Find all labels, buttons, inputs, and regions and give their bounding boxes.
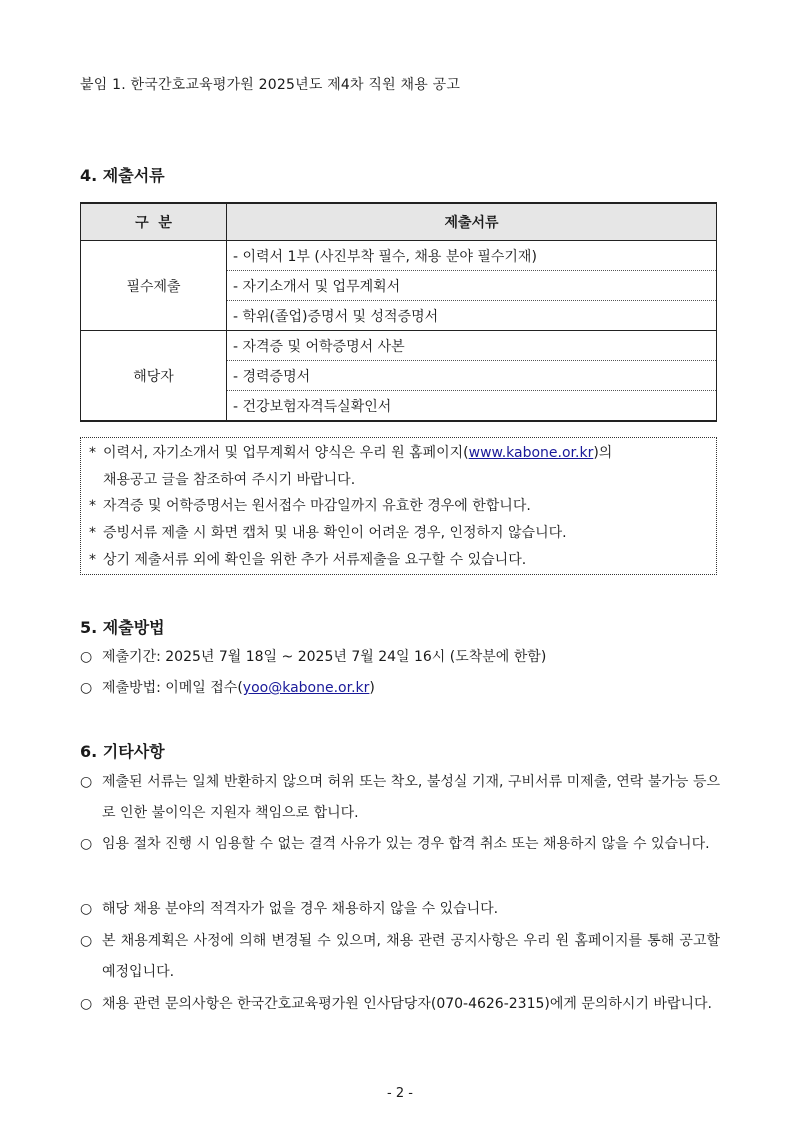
note-1: * 이력서, 자기소개서 및 업무계획서 양식은 우리 원 홈페이지(www.kabone.or.kr)의 채용공고 글을 참조하여 주시기 바랍니다. bbox=[89, 440, 708, 494]
submission-period: ○ 제출기간: 2025년 7월 18일 ~ 2025년 7월 24일 16시 (도착분에 한함) bbox=[80, 646, 546, 668]
section-5-title: 5. 제출방법 bbox=[80, 618, 165, 637]
circle-bullet-icon: ○ bbox=[80, 996, 93, 1012]
note-1-line-2: 채용공고 글을 참조하여 주시기 바랍니다. bbox=[103, 472, 356, 488]
doc-item: - 건강보험자격득실확인서 bbox=[227, 391, 717, 422]
doc-item: - 자격증 및 어학증명서 사본 bbox=[227, 331, 717, 361]
list-item: ○ 해당 채용 분야의 적격자가 없을 경우 채용하지 않을 수 있습니다. bbox=[80, 894, 720, 925]
list-item: ○ 제출된 서류는 일체 반환하지 않으며 허위 또는 착오, 불성실 기재, 구비서류 미제출, 연락 불가능 등으로 인한 불이익은 지원자 책임으로 합니다. bbox=[80, 767, 720, 829]
circle-bullet-icon: ○ bbox=[80, 933, 93, 949]
section-4-title: 4. 제출서류 bbox=[80, 166, 165, 185]
circle-bullet-icon: ○ bbox=[80, 680, 93, 696]
table-row bbox=[81, 331, 717, 361]
note-2: * 자격증 및 어학증명서는 원서접수 마감일까지 유효한 경우에 한합니다. bbox=[89, 493, 708, 520]
category-required: 필수제출 bbox=[81, 241, 227, 331]
doc-item: - 경력증명서 bbox=[227, 361, 717, 391]
note-3: * 증빙서류 제출 시 화면 캡처 및 내용 확인이 어려운 경우, 인정하지 않습니다. bbox=[89, 520, 708, 547]
table-header-row bbox=[81, 203, 717, 241]
doc-item: - 학위(졸업)증명서 및 성적증명서 bbox=[227, 301, 717, 331]
list-item: ○ 본 채용계획은 사정에 의해 변경될 수 있으며, 채용 관련 공지사항은 우리 원 홈페이지를 통해 공고할 예정입니다. bbox=[80, 926, 720, 988]
notes-box bbox=[80, 437, 717, 575]
doc-item: - 이력서 1부 (사진부착 필수, 채용 분야 필수기재) bbox=[227, 241, 717, 271]
note-4: * 상기 제출서류 외에 확인을 위한 추가 서류제출을 요구할 수 있습니다. bbox=[89, 547, 708, 574]
section-6-title: 6. 기타사항 bbox=[80, 742, 165, 761]
col-header-documents: 제출서류 bbox=[227, 203, 717, 241]
circle-bullet-icon: ○ bbox=[80, 901, 93, 917]
category-applicable: 해당자 bbox=[81, 331, 227, 422]
page-number: - 2 - bbox=[387, 1086, 413, 1101]
list-item: ○ 임용 절차 진행 시 임용할 수 없는 결격 사유가 있는 경우 합격 취소 또는 채용하지 않을 수 있습니다. bbox=[80, 829, 720, 860]
asterisk: * bbox=[89, 552, 96, 568]
doc-item: - 자기소개서 및 업무계획서 bbox=[227, 271, 717, 301]
table-row bbox=[81, 241, 717, 271]
attachment-header: 붙임 1. 한국간호교육평가원 2025년도 제4차 직원 채용 공고 bbox=[80, 77, 461, 93]
circle-bullet-icon: ○ bbox=[80, 649, 93, 665]
asterisk: * bbox=[89, 498, 96, 514]
list-item: ○ 채용 관련 문의사항은 한국간호교육평가원 인사담당자(070-4626-2315)에게 문의하시기 바랍니다. bbox=[80, 989, 720, 1020]
homepage-link[interactable]: www.kabone.or.kr bbox=[468, 445, 594, 461]
circle-bullet-icon: ○ bbox=[80, 774, 93, 790]
documents-table bbox=[80, 202, 717, 422]
asterisk: * bbox=[89, 525, 96, 541]
col-header-category: 구 분 bbox=[81, 203, 227, 241]
submission-method: ○ 제출방법: 이메일 접수(yoo@kabone.or.kr) bbox=[80, 677, 375, 699]
email-link[interactable]: yoo@kabone.or.kr bbox=[242, 680, 370, 696]
asterisk: * bbox=[89, 445, 96, 461]
circle-bullet-icon: ○ bbox=[80, 836, 93, 852]
